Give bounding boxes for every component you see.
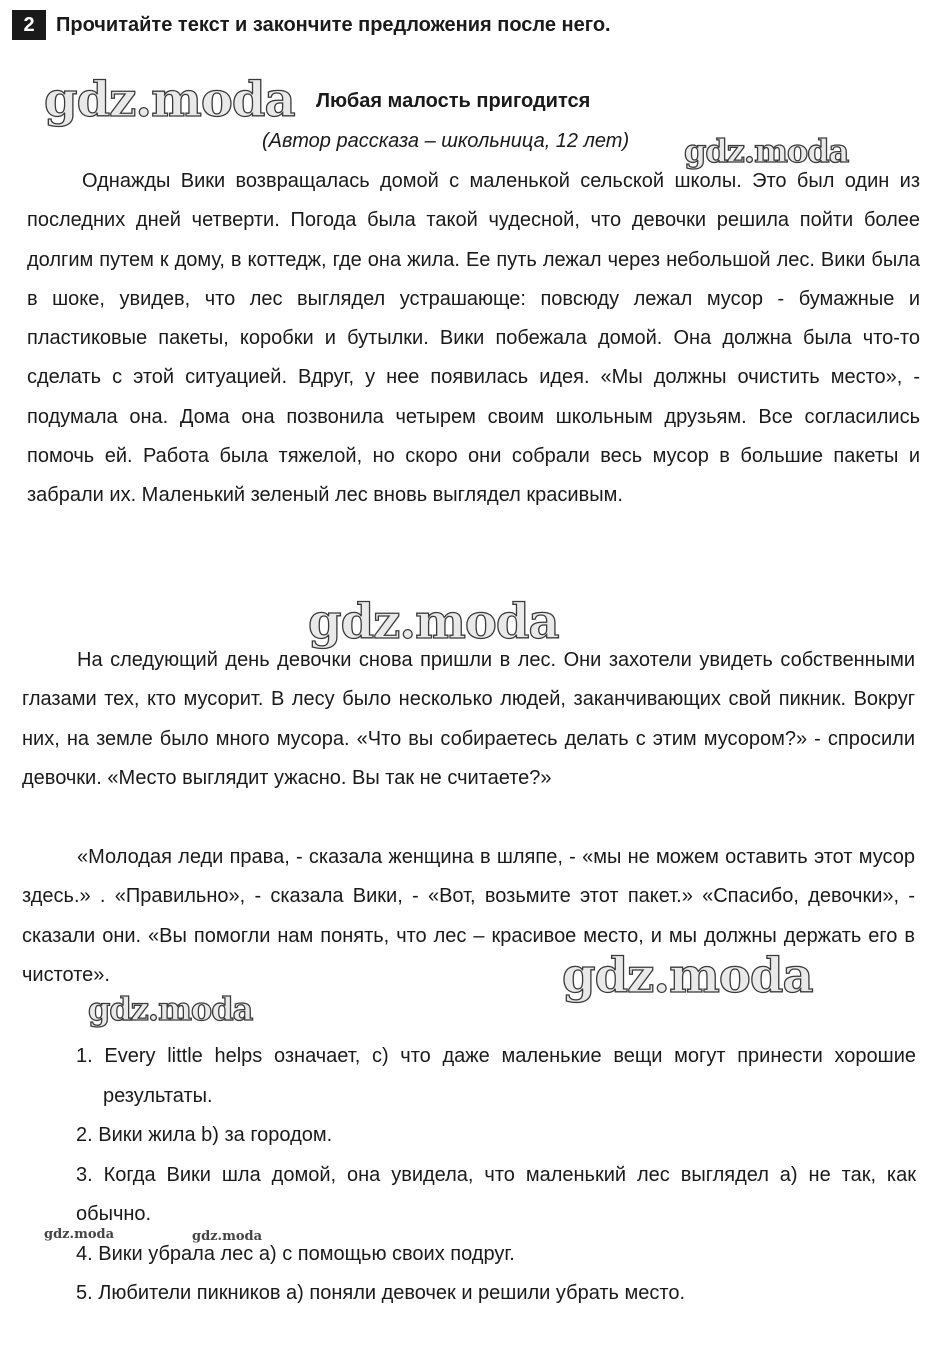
- watermark-logo: gdz.moda: [44, 1227, 115, 1242]
- story-paragraph-2: На следующий день девочки снова пришли в лес. Они захотели увидеть собственными глазами тех, кто мусорит. В лесу было несколько людей, заканчивающих свой пикник. Вокруг них, на земле было много мусора. «Что вы собираетесь делать с этим мусором?» - спросили девочки. «Место выглядит ужасно. Вы так не считаете?»: [22, 649, 915, 789]
- watermark-logo: gdz.moda: [684, 132, 849, 170]
- watermark-logo: gdz.moda: [562, 948, 813, 1004]
- answer-item: 5. Любители пикников a) поняли девочек и решили убрать место.: [76, 1282, 686, 1304]
- watermark-logo: gdz.moda: [88, 990, 253, 1028]
- answer-item: 4. Вики убрала лес a) с помощью своих подруг.: [76, 1242, 515, 1265]
- task-header: [12, 10, 611, 40]
- answer-item: 3. Когда Вики шла домой, она увидела, что маленький лес выглядел a) не так, как обычно.: [76, 1163, 916, 1225]
- answer-list: [76, 1037, 916, 1314]
- story-paragraph-3: «Молодая леди права, - сказала женщина в шляпе, - «мы не можем оставить этот мусор здесь.» . «Правильно», - сказала Вики, - «Вот, возьмите этот пакет.» «Спасибо, девочки», - сказали они. «Вы помогли нам понять, что лес – красивое место, и мы должны держать его в чистоте».: [22, 846, 915, 986]
- watermark-logo: gdz.moda: [192, 1229, 263, 1244]
- task-instruction: Прочитайте текст и закончите предложения после него.: [56, 13, 611, 36]
- task-number-badge: 2: [12, 10, 46, 40]
- story-author: (Автор рассказа – школьница, 12 лет): [262, 130, 630, 152]
- watermark-logo: gdz.moda: [308, 594, 559, 650]
- story-paragraph-1: Однажды Вики возвращалась домой с маленькой сельской школы. Это был один из последних дней четверти. Погода была такой чудесной, что девочки решила пойти более долгим путем к дому, в коттедж, где она жила. Ее путь лежал через небольшой лес. Вики была в шоке, увидев, что лес выглядел устрашающе: повсюду лежал мусор - бумажные и пластиковые пакеты, коробки и бутылки. Вики побежала домой. Она должна была что-то сделать с этой ситуацией. Вдруг, у нее появилась идея. «Мы должны очистить место», - подумала она. Дома она позвонила четырем своим школьным друзьям. Все согласились помочь ей. Работа была тяжелой, но скоро они собрали весь мусор в большие пакеты и забрали их. Маленький зеленый лес вновь выглядел красивым.: [27, 170, 920, 507]
- watermark-logo: gdz.moda: [44, 72, 295, 128]
- answer-item: 2. Вики жила b) за городом.: [76, 1124, 333, 1146]
- answer-item: 1. Every little helps означает, с) что даже маленькие вещи могут принести хорошие результаты.: [76, 1045, 916, 1107]
- story-title: Любая малость пригодится: [316, 90, 591, 112]
